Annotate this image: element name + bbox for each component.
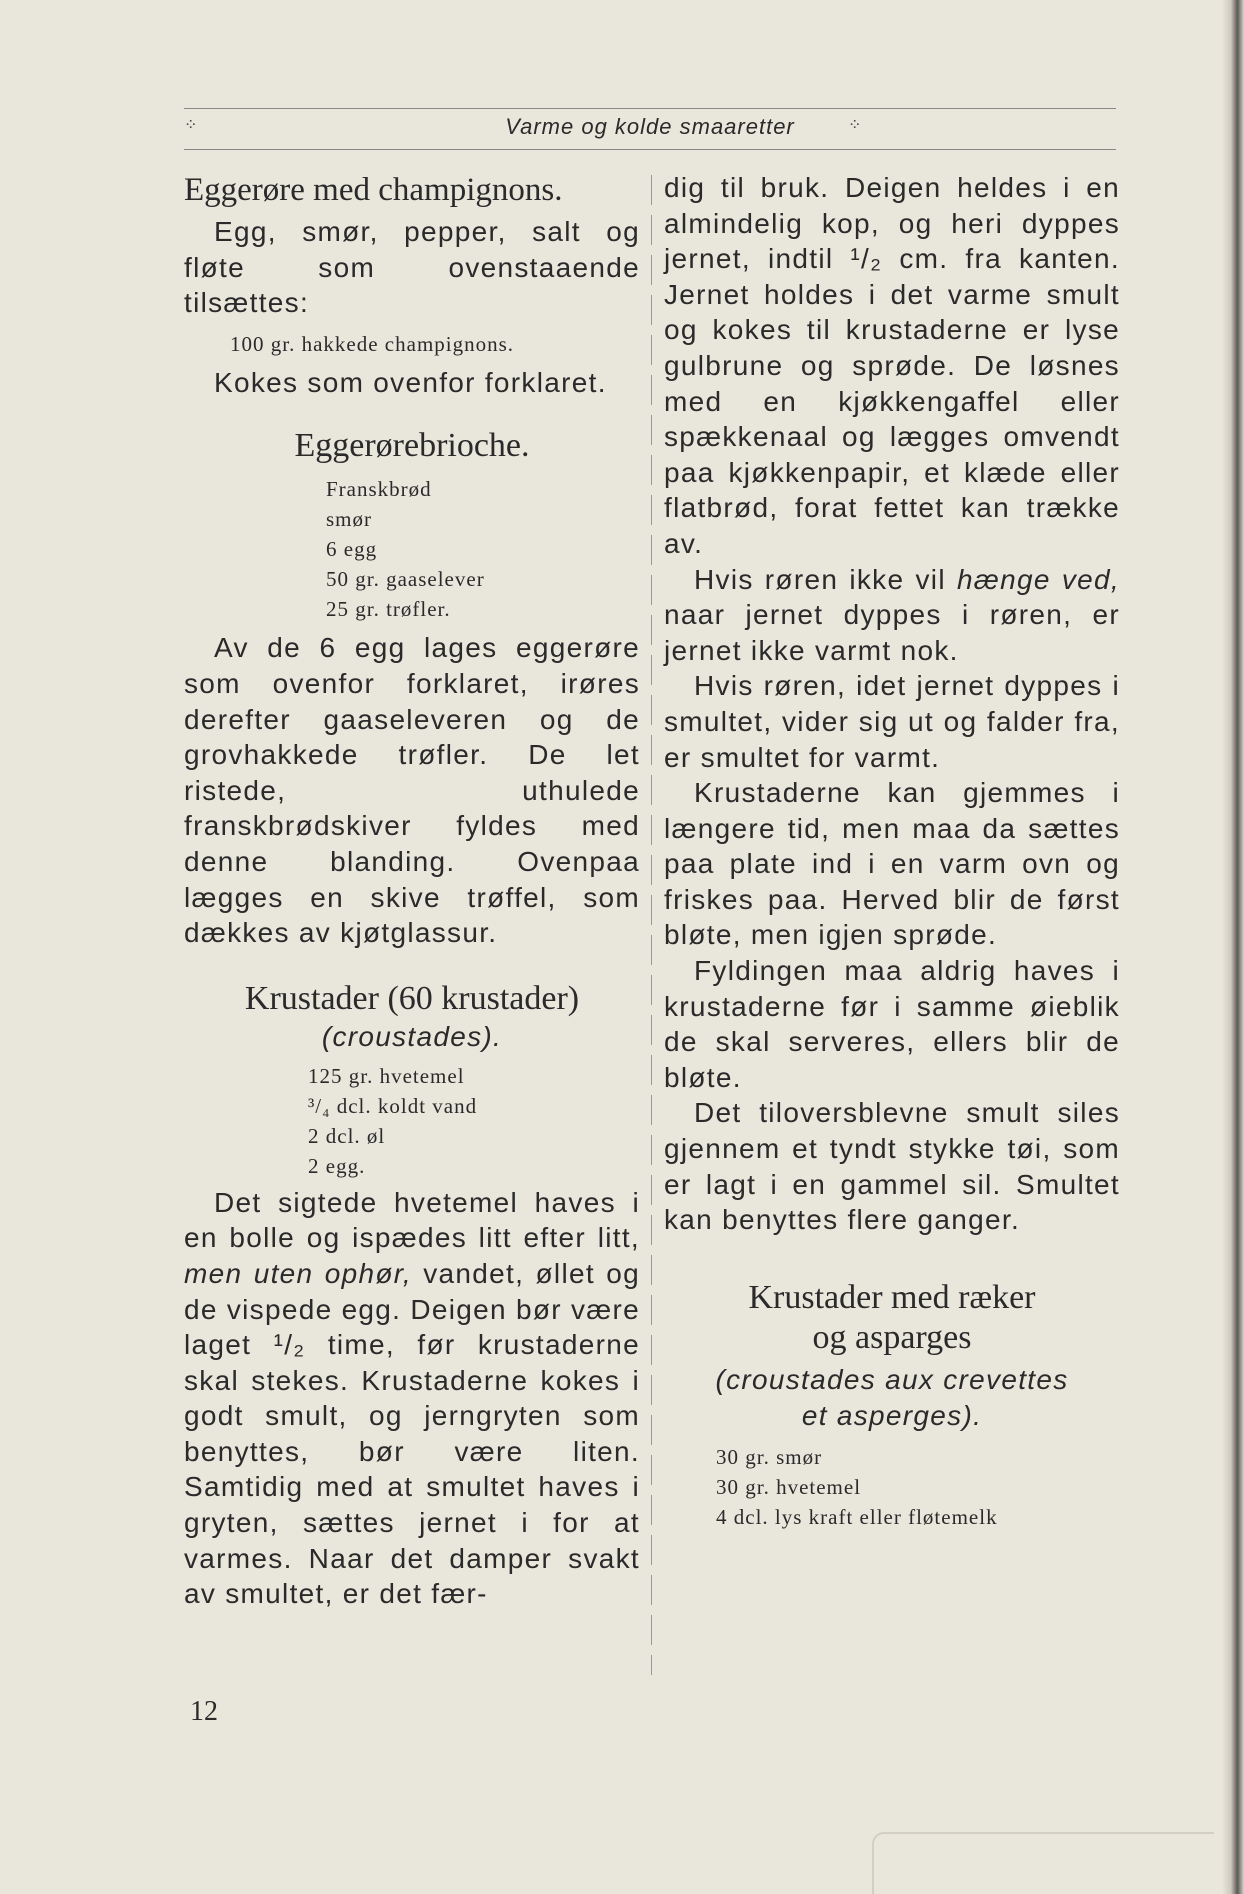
page-edge xyxy=(1222,0,1244,1894)
section-title: Eggerørebrioche. xyxy=(294,427,530,465)
ingredient-list xyxy=(308,1061,640,1181)
paragraph: dig til bruk. Deigen heldes i en almindelig kop, og heri dyppes jernet, indtil ¹/₂ cm. fra kanten. Jernet holdes i det varme smult og kokes til krustaderne er lyse gulbrune og sprøde. De løsnes med en kjøkkengaffel eller spækkenaal og lægges omvendt paa kjøkkenpapir, et klæde eller flatbrød, forat fettet kan trække av. xyxy=(664,172,1120,559)
ornament-left-icon: ⁘ xyxy=(184,115,198,134)
paragraph xyxy=(664,562,1120,669)
paragraph: Kokes som ovenfor forklaret. xyxy=(214,366,607,398)
section-title: Eggerøre med champignons. xyxy=(184,172,563,208)
ingredient: smør xyxy=(326,507,372,532)
ingredient: 2 dcl. øl xyxy=(308,1123,386,1148)
text-run: vandet, øllet og de vispede egg. Deigen bør være laget ¹/₂ time, før krustaderne skal stekes. Krustaderne kokes i godt smult, og jerngryten som benyttes, bør være liten. Samtidig med at smultet haves i gryten, sættes jernet i for at varmes. Naar det damper svakt av smultet, er det fær- xyxy=(184,1257,640,1610)
section-title: og asparges xyxy=(812,1318,972,1356)
ingredient: 4 dcl. lys kraft eller fløtemelk xyxy=(716,1504,998,1529)
paragraph: Hvis røren, idet jernet dyppes i smultet, vider sig ut og falder fra, er smultet for varmt. xyxy=(664,670,1120,773)
text-run: Hvis røren ikke vil xyxy=(694,563,946,595)
ingredient: ³/₄ dcl. koldt vand xyxy=(308,1093,478,1118)
ingredient: 125 gr. hvetemel xyxy=(308,1063,465,1088)
section-title: Krustader med ræker xyxy=(748,1278,1036,1316)
ingredient: 30 gr. smør xyxy=(716,1444,823,1469)
ingredient: 6 egg xyxy=(326,537,378,562)
paragraph xyxy=(184,1185,640,1612)
ingredient: 100 gr. hakkede champignons. xyxy=(230,331,515,356)
section-subtitle: (croustades). xyxy=(321,1020,503,1052)
ingredient: 30 gr. hvetemel xyxy=(716,1474,862,1499)
ingredient: 25 gr. trøfler. xyxy=(326,597,451,622)
ingredient-list xyxy=(326,474,640,624)
right-column xyxy=(664,170,1120,1532)
column-divider xyxy=(651,175,652,1675)
section-subtitle: et asperges). xyxy=(801,1399,983,1431)
ingredient-list xyxy=(230,329,640,359)
paragraph: Det tiloversblevne smult siles gjennem et tyndt stykke tøi, som er lagt i en gammel sil. Smultet kan benyttes flere ganger. xyxy=(664,1097,1120,1236)
paragraph: Egg, smør, pepper, salt og fløte som ovenstaaende tilsættes: xyxy=(184,216,640,319)
section-subtitle: (croustades aux crevettes xyxy=(715,1363,1069,1395)
page-corner xyxy=(872,1832,1214,1894)
section-title: Krustader (60 krustader) xyxy=(244,979,580,1017)
ingredient: 2 egg. xyxy=(308,1153,366,1178)
page-number: 12 xyxy=(190,1696,218,1727)
text-run: Det sigtede hvetemel haves i en bolle og ispædes litt efter litt, xyxy=(184,1186,640,1254)
ornament-right-icon: ⁘ xyxy=(848,115,862,134)
ingredient: 50 gr. gaaselever xyxy=(326,567,485,592)
running-header xyxy=(184,108,1116,150)
header-title: Varme og kolde smaaretter xyxy=(505,114,795,139)
left-column xyxy=(184,170,640,1612)
emphasis: men uten ophør, xyxy=(184,1257,412,1289)
ingredient: Franskbrød xyxy=(326,477,432,502)
paragraph: Krustaderne kan gjemmes i længere tid, men maa da sættes paa plate ind i en varm ovn og friskes paa. Herved blir de først bløte, men igjen sprøde. xyxy=(664,777,1120,951)
paragraph: Fyldingen maa aldrig haves i krustaderne før i samme øieblik de skal serveres, ellers blir de bløte. xyxy=(664,955,1120,1093)
emphasis: hænge ved, xyxy=(957,563,1120,595)
ingredient-list xyxy=(716,1442,1120,1532)
paragraph: Av de 6 egg lages eggerøre som ovenfor forklaret, irøres derefter gaaseleveren og de grovhakkede trøfler. De let ristede, uthulede franskbrødskiver fyldes med denne blanding. Ovenpaa lægges en skive trøffel, som dækkes av kjøtglassur. xyxy=(184,632,640,949)
text-run: naar jernet dyppes i røren, er jernet ikke varmt nok. xyxy=(664,599,1120,666)
